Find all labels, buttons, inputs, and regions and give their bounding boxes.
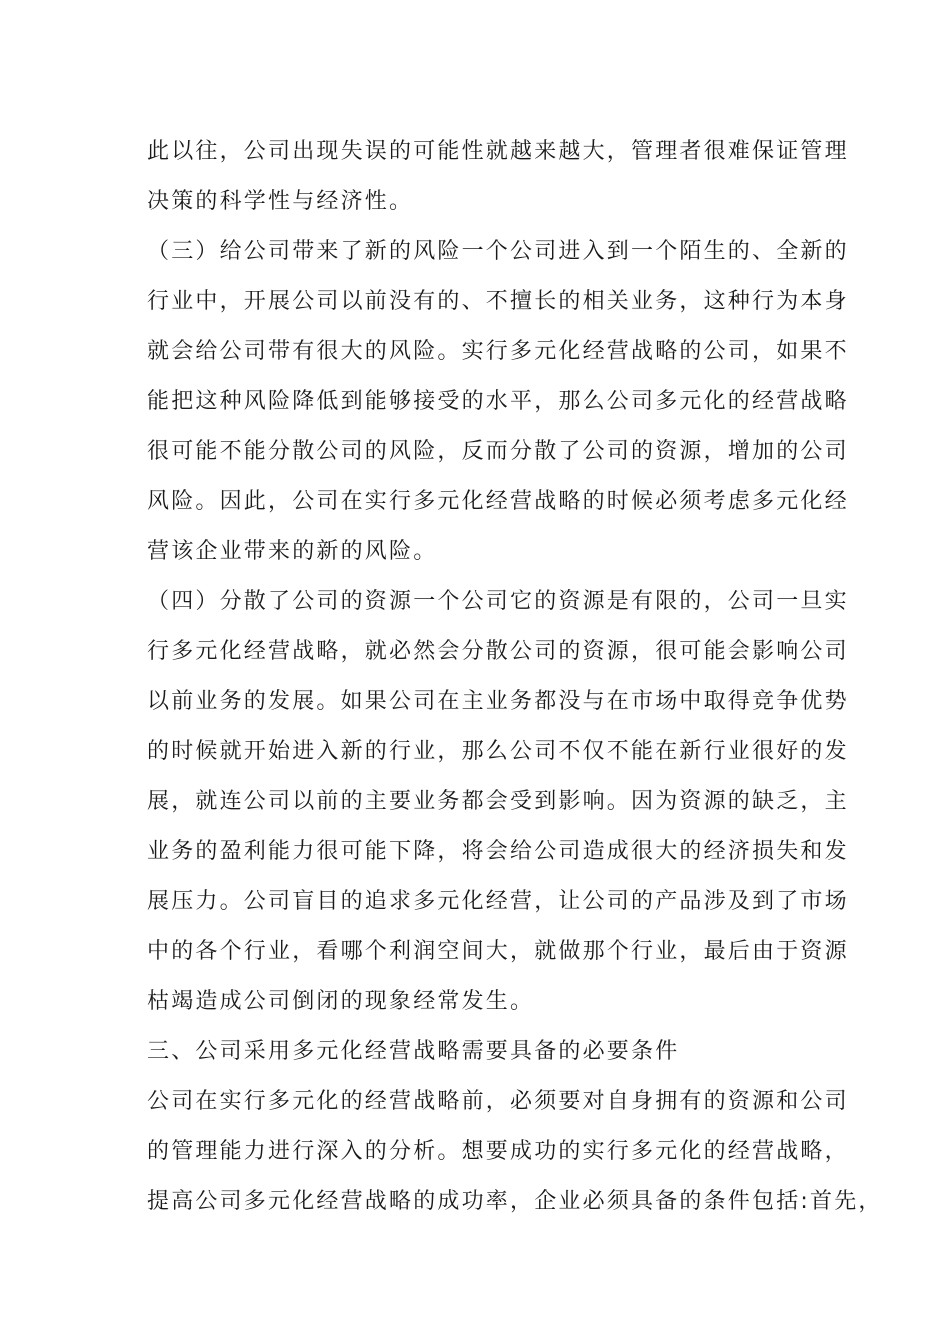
text-line-12: 以前业务的发展。如果公司在主业务都没与在市场中取得竞争优势: [147, 689, 849, 714]
text-line-2: 决策的科学性与经济性。: [147, 189, 414, 214]
text-line-1: 此以往，公司出现失误的可能性就越来越大，管理者很难保证管理: [147, 139, 849, 164]
text-line-20: 公司在实行多元化的经营战略前，必须要对自身拥有的资源和公司: [147, 1089, 849, 1114]
text-line-9: 营该企业带来的新的风险。: [147, 539, 438, 564]
text-line-8: 风险。因此，公司在实行多元化经营战略的时候必须考虑多元化经: [147, 489, 849, 514]
chapter-heading-3: 三、公司采用多元化经营战略需要具备的必要条件: [147, 1039, 680, 1064]
section-heading-3: （三）给公司带来了新的风险一个公司进入到一个陌生的、全新的: [147, 239, 849, 264]
text-line-14: 展，就连公司以前的主要业务都会受到影响。因为资源的缺乏，主: [147, 789, 849, 814]
text-line-21: 的管理能力进行深入的分析。想要成功的实行多元化的经营战略，: [147, 1139, 849, 1164]
text-line-6: 能把这种风险降低到能够接受的水平，那么公司多元化的经营战略: [147, 389, 849, 414]
text-line-7: 很可能不能分散公司的风险，反而分散了公司的资源，增加的公司: [147, 439, 849, 464]
section-heading-4: （四）分散了公司的资源一个公司它的资源是有限的，公司一旦实: [147, 589, 849, 614]
text-line-11: 行多元化经营战略，就必然会分散公司的资源，很可能会影响公司: [147, 639, 849, 664]
text-line-16: 展压力。公司盲目的追求多元化经营，让公司的产品涉及到了市场: [147, 889, 849, 914]
text-line-5: 就会给公司带有很大的风险。实行多元化经营战略的公司，如果不: [147, 339, 849, 364]
text-line-15: 业务的盈利能力很可能下降，将会给公司造成很大的经济损失和发: [147, 839, 849, 864]
text-line-13: 的时候就开始进入新的行业，那么公司不仅不能在新行业很好的发: [147, 739, 849, 764]
text-line-22: 提高公司多元化经营战略的成功率，企业必须具备的条件包括:首先，: [147, 1189, 883, 1214]
text-line-17: 中的各个行业，看哪个利润空间大，就做那个行业，最后由于资源: [147, 939, 849, 964]
text-line-4: 行业中，开展公司以前没有的、不擅长的相关业务，这种行为本身: [147, 289, 849, 314]
text-line-18: 枯竭造成公司倒闭的现象经常发生。: [147, 989, 535, 1014]
